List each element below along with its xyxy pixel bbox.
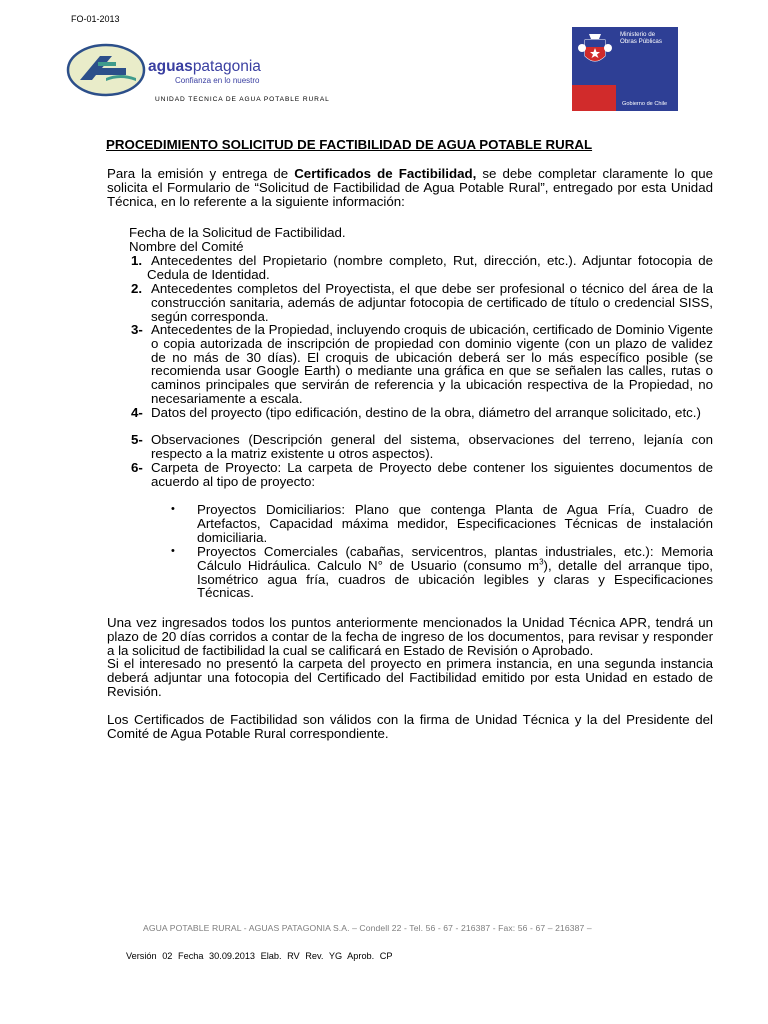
unit-name: UNIDAD TECNICA DE AGUA POTABLE RURAL: [155, 96, 330, 103]
list-item-fecha: Fecha de la Solicitud de Factibilidad.: [129, 225, 346, 240]
closing-paragraph-resubmission: Si el interesado no presentó la carpeta del proyecto en primera instancia, en una segunda instancia deberá adjuntar una fotocopia del Certificado del Factibilidad emitido por esta Unidad en estado de Revisión.: [107, 656, 713, 699]
bullet-item: • Proyectos Domiciliarios: Plano que contenga Planta de Agua Fría, Cuadro de Artefactos, Capacidad máxima medidor, Especificaciones Técnicas de instalación domiciliaria.: [171, 502, 713, 545]
flag-red-block: [572, 85, 616, 111]
closing-paragraph-validity: Los Certificados de Factibilidad son válidos con la firma de Unidad Técnica y la del Presidente del Comité de Agua Potable Rural correspondiente.: [107, 712, 713, 741]
list-item: 2. Antecedentes completos del Proyectista, el que debe ser profesional o técnico del área de la construcción sanitaria, además de adjuntar fotocopia de certificado de título o credencial SISS, según corresponda.: [131, 281, 713, 324]
version-info: Versión 02 Fecha 30.09.2013 Elab. RV Rev. YG Aprob. CP: [126, 951, 393, 961]
aguas-patagonia-emblem-icon: [66, 42, 148, 98]
intro-paragraph: Para la emisión y entrega de Certificados de Factibilidad, se debe completar claramente lo que solicita el Formulario de “Solicitud de Factibilidad de Agua Potable Rural”, entregado por esta Unidad Técnica, en lo referente a la siguiente información:: [107, 166, 714, 209]
brand-tagline: Confianza en lo nuestro: [175, 76, 260, 85]
chile-coat-of-arms-icon: [577, 30, 613, 70]
list-item: 5- Observaciones (Descripción general del sistema, observaciones del terreno, lejanía con respecto a la matriz existente u otros aspectos).: [131, 432, 713, 461]
list-item: 6- Carpeta de Proyecto: La carpeta de Proyecto debe contener los siguientes documentos de acuerdo al tipo de proyecto:: [131, 460, 713, 489]
ministerio-obras-publicas-logo: [572, 27, 678, 111]
list-item-nombre-comite: Nombre del Comité: [129, 239, 244, 254]
list-item: 1. Antecedentes del Propietario (nombre completo, Rut, dirección, etc.). Adjuntar fotocopia de Cedula de Identidad.: [131, 253, 713, 282]
footer-address: AGUA POTABLE RURAL - AGUAS PATAGONIA S.A. – Condell 22 - Tel. 56 - 67 - 216387 - Fax: 56 - 67 – 216387 –: [143, 923, 592, 933]
brand-name: aguaspatagonia: [148, 58, 261, 75]
gobierno-de-chile-label: Gobierno de Chile: [622, 101, 668, 107]
closing-paragraph-review: Una vez ingresados todos los puntos anteriormente mencionados la Unidad Técnica APR, tendrá un plazo de 20 días corridos a contar de la fecha de ingreso de los documentos, para revisar y responder a la solicitud de factibilidad la cual se calificará en Estado de Revisión o Aprobado.: [107, 615, 713, 658]
document-title: PROCEDIMIENTO SOLICITUD DE FACTIBILIDAD DE AGUA POTABLE RURAL: [106, 137, 593, 152]
form-code: FO-01-2013: [71, 14, 120, 24]
bullet-item: • Proyectos Comerciales (cabañas, servicentros, plantas industriales, etc.): Memoria Cálculo Hidráulica. Calculo N° de Usuario (consumo $m^3$), detalle del arranque tipo, Isométrico agua fría, cuadros de ubicación legibles y claras y Especificaciones Técnicas.: [171, 544, 714, 601]
list-item: 4- Datos del proyecto (tipo edificación, destino de la obra, diámetro del arranque solicitado, etc.): [131, 405, 701, 420]
ministry-name: Ministerio de Obras Públicas: [620, 31, 662, 46]
list-item: 3- Antecedentes de la Propiedad, incluyendo croquis de ubicación, certificado de Dominio Vigente o copia autorizada de inscripción de propiedad con dominio vigente (con un plazo de validez de no más de 30 días). El croquis de ubicación deberá ser lo más específico posible (se recomienda usar Google Earth) o mediante una gráfica en que se señalen las calles, rutas o caminos principales que servirán de referencia y la ubicación respectiva de la Propiedad, no necesariamente a escala.: [131, 322, 713, 406]
